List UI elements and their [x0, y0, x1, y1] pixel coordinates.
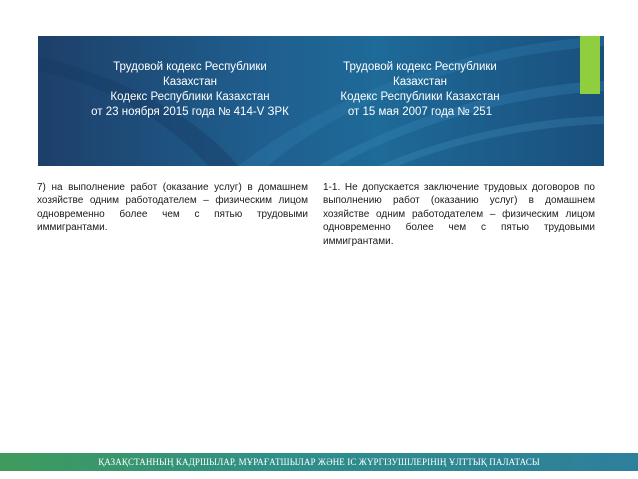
- right-title-line-3: Кодекс Республики Казахстан: [340, 91, 500, 103]
- left-title-line-2: Казахстан: [163, 76, 217, 88]
- left-column-text: 7) на выполнение работ (оказание услуг) в домашнем хозяйстве одним работодателем – физическим лицом одновременно более чем с пятью трудовыми иммигрантами.: [37, 182, 308, 234]
- right-title-line-2: Казахстан: [393, 76, 447, 88]
- left-title-line-4: от 23 ноября 2015 года № 414-V ЗРК: [91, 106, 289, 118]
- left-column-title: [75, 60, 305, 120]
- accent-tab: [580, 36, 600, 94]
- left-title-line-3: Кодекс Республики Казахстан: [110, 91, 270, 103]
- footer-banner: [0, 453, 638, 471]
- right-title-line-1: Трудовой кодекс Республики: [343, 61, 497, 73]
- right-column-text: 1-1. Не допускается заключение трудовых договоров по выполнению работ (оказанию услуг) в домашнем хозяйстве одним работодателем – физическим лицом одновременно более чем с пятью трудовыми иммигрантами.: [323, 182, 595, 247]
- right-title-line-4: от 15 мая 2007 года № 251: [347, 106, 493, 118]
- right-column-title: [305, 60, 535, 120]
- left-title-line-1: Трудовой кодекс Республики: [113, 61, 267, 73]
- footer-text: ҚАЗАҚСТАННЫҢ КАДРШЫЛАР, МҰРАҒАТШЫЛАР ЖӘНЕ ІС ЖҮРГІЗУШІЛЕРІНІҢ ҰЛТТЫҚ ПАЛАТАСЫ: [98, 457, 540, 467]
